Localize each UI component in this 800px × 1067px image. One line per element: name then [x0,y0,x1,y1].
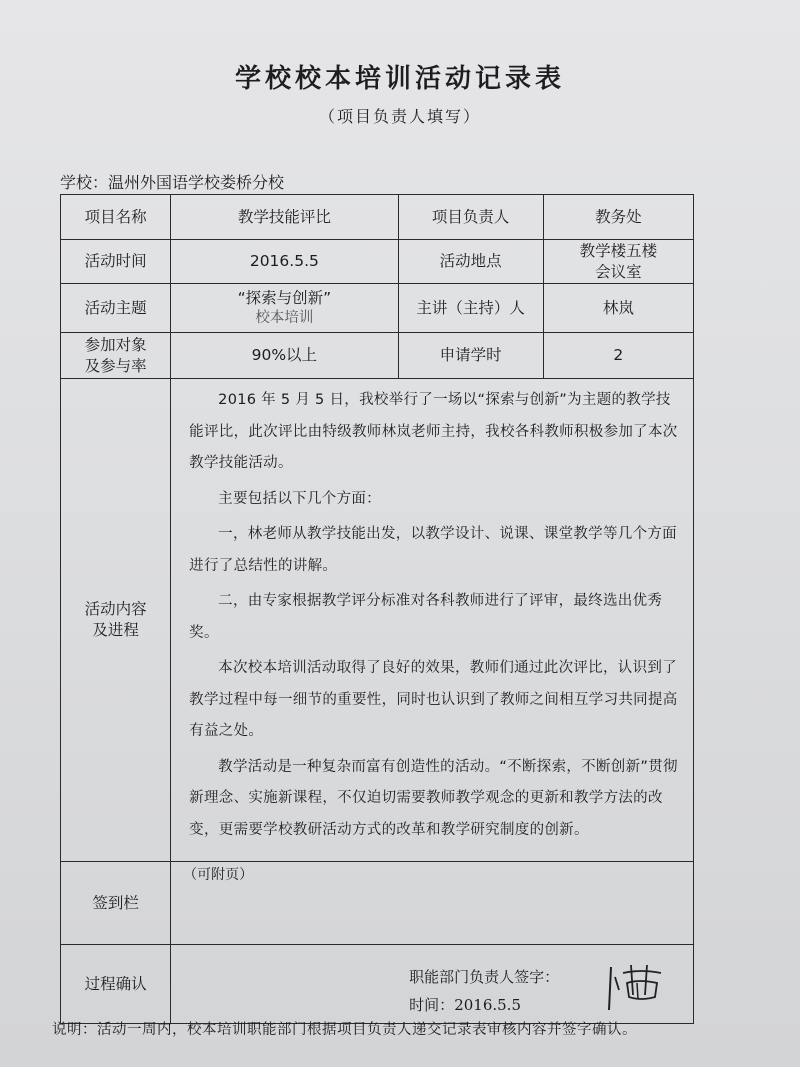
table-row [61,195,694,240]
project-lead-value: 教务处 [543,195,693,240]
project-name-label: 项目名称 [61,195,171,240]
activity-time-value: 2016.5.5 [171,240,398,284]
content-paragraph: 主要包括以下几个方面： [218,490,381,507]
table-row [61,862,694,945]
topic-line1: “探索与创新” [237,288,332,307]
participants-label-line1: 参加对象 [84,335,147,354]
topic-label: 活动主题 [61,284,171,333]
activity-place-value [543,240,693,284]
confirm-area [171,945,694,1024]
confirm-label: 过程确认 [61,945,171,1024]
topic-line2: 校本培训 [255,309,314,326]
content-label [61,379,171,862]
speaker-value: 林岚 [543,284,693,333]
project-name-value: 教学技能评比 [171,195,398,240]
activity-place-line1: 教学楼五楼 [579,241,658,260]
table-row [61,284,694,333]
confirm-time [409,995,521,1015]
speaker-label: 主讲（主持）人 [398,284,543,333]
signin-label: 签到栏 [61,862,171,945]
form-subtitle: （项目负责人填写） [318,107,481,126]
hours-value: 2 [543,333,693,379]
school-value: 温州外国语学校娄桥分校 [108,173,285,192]
content-paragraph: 教学活动是一种复杂而富有创造性的活动。“不断探索，不断创新”贯彻新理念、实施新课程，不仅迫切需要教师教学观念的更新和教学方法的改变，更需要学校教研活动方式的改革和教学研究制度的创新。 [189,758,678,838]
participants-value: 90%以上 [171,333,398,379]
attach-note: （可附页） [183,867,254,883]
content-paragraph: 一，林老师从教学技能出发，以教学设计、说课、课堂教学等几个方面进行了总结性的讲解。 [189,526,677,574]
content-label-line2: 及进程 [92,621,139,639]
table-row [61,240,694,284]
activity-time-label: 活动时间 [61,240,171,284]
participants-label [61,333,171,379]
signin-area [171,862,694,945]
handwritten-signature [601,955,671,1015]
content-label-line1: 活动内容 [84,600,147,619]
table-row [61,333,694,379]
topic-value [171,284,398,333]
time-value: 2016.5.5 [454,996,521,1014]
content-paragraph: 二，由专家根据教学评分标准对各科教师进行了评审，最终选出优秀奖。 [189,593,663,641]
time-label: 时间： [409,996,455,1014]
project-lead-label: 项目负责人 [398,195,543,240]
school-label: 学校： [60,173,109,192]
table-row [61,379,694,862]
participants-label-line2: 及参与率 [84,356,147,375]
activity-place-label: 活动地点 [398,240,543,284]
footnote: 说明：活动一周内，校本培训职能部门根据项目负责人递交记录表审核内容并签字确认。 [52,1022,637,1038]
activity-place-line2: 会议室 [595,262,642,281]
form-title: 学校校本培训活动记录表 [234,64,565,94]
table-row [61,945,694,1024]
record-table [60,194,694,1024]
hours-label: 申请学时 [398,333,543,379]
content-paragraph: 2016 年 5 月 5 日，我校举行了一场以“探索与创新”为主题的教学技能评比，此次评比由特级教师林岚老师主持，我校各科教师积极参加了本次教学技能活动。 [189,392,678,471]
content-paragraph: 本次校本培训活动取得了良好的效果，教师们通过此次评比，认识到了教学过程中每一细节的重要性，同时也认识到了教师之间相互学习共同提高有益之处。 [189,660,678,739]
dept-sign-label: 职能部门负责人签字： [409,968,560,986]
school-line [60,170,284,193]
content-body [171,379,694,862]
